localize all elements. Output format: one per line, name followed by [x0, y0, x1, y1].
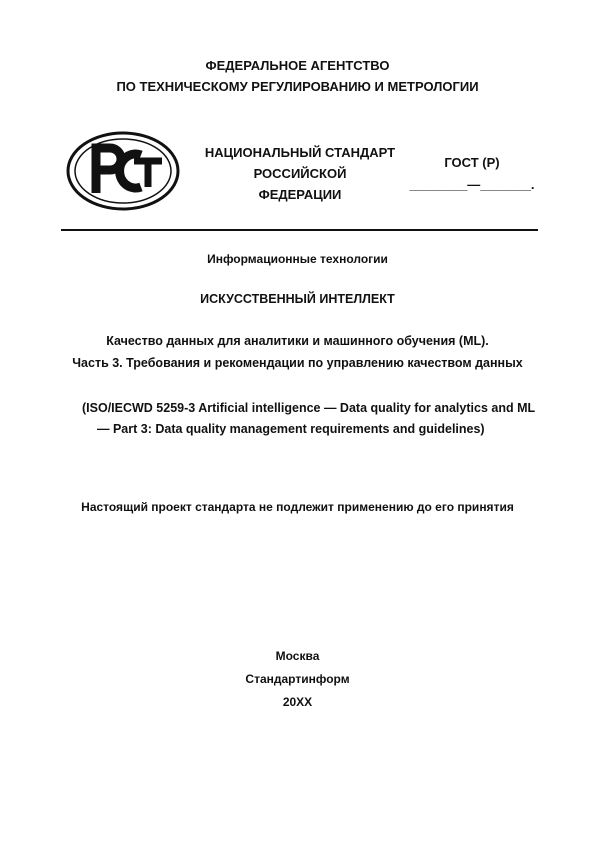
- imprint-year: 20XX: [282, 695, 313, 709]
- english-title-line-1: (ISO/IECWD 5259-3 Artificial intelligence — Data quality for analytics and ML: [82, 401, 536, 415]
- draft-notice: Настоящий проект стандарта не подлежит применению до его принятия: [81, 500, 514, 514]
- standard-line-2: РОССИЙСКОЙ: [253, 166, 347, 181]
- standard-line-1: НАЦИОНАЛЬНЫЙ СТАНДАРТ: [204, 145, 396, 160]
- standard-type: [200, 142, 400, 205]
- imprint-publisher: Стандартинформ: [245, 672, 350, 686]
- subtitle-line-2: Часть 3. Требования и рекомендации по управлению качеством данных: [72, 356, 523, 370]
- gost-designation: [407, 152, 537, 196]
- agency-name: [0, 55, 595, 97]
- document-title: ИСКУССТВЕННЫЙ ИНТЕЛЛЕКТ: [200, 292, 395, 306]
- gost-label: ГОСТ (Р): [444, 155, 500, 170]
- rst-mark-icon: [66, 131, 180, 211]
- header-divider: [61, 229, 538, 231]
- standard-line-3: ФЕДЕРАЦИИ: [258, 187, 342, 202]
- imprint-city: Москва: [275, 649, 320, 663]
- subtitle-line-1: Качество данных для аналитики и машинного обучения (ML).: [106, 334, 489, 348]
- english-title-line-2: — Part 3: Data quality management requirements and guidelines): [97, 422, 485, 436]
- imprint: [0, 645, 595, 714]
- topic-heading: Информационные технологии: [207, 252, 388, 266]
- logo-text: РСТ: [123, 173, 125, 174]
- english-title: [60, 398, 535, 440]
- agency-line-1: ФЕДЕРАЛЬНОЕ АГЕНТСТВО: [205, 58, 390, 73]
- gost-number-placeholder: ________—_______.: [409, 177, 535, 192]
- agency-line-2: ПО ТЕХНИЧЕСКОМУ РЕГУЛИРОВАНИЮ И МЕТРОЛОГИИ: [116, 79, 479, 94]
- rst-logo: [66, 131, 180, 211]
